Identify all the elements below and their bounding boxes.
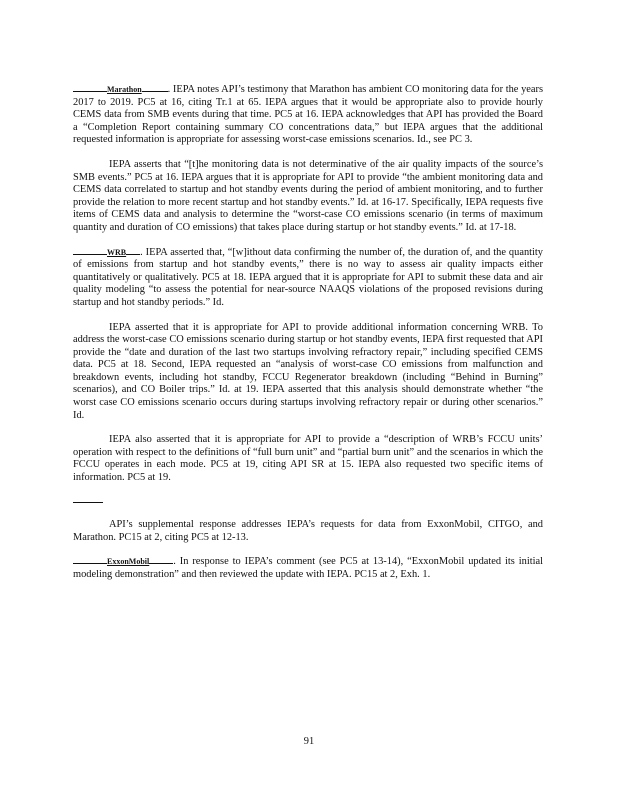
heading-underline-tail [149, 563, 173, 564]
paragraph-worst-case: IEPA asserted that it is appropriate for API to provide additional information concerning WRB. To address the worst-case CO emissions scenario during startup or hot standby events, IEPA first requested that API provide the “date and duration of the last two startups involving refractory repair,” including specified CEMS data. PC5 at 18. Second, IEPA requested an “analysis of worst-case CO emissions from malfunction and breakdown events, including hot standby, FCCU Regenerator breakdown (including “Behind in Burning” scenarios), and CO Boiler trips.” Id. at 19. IEPA asserted that this analysis should demonstrate whether “the worst case CO emissions scenario occurs during startups involving refractory repair or during other scenarios.” Id. [73, 321, 543, 421]
paragraph-exxonmobil [73, 556, 543, 581]
heading-blank-line [73, 254, 107, 255]
heading-blank-line [73, 563, 107, 564]
heading-wrb: WRB [107, 247, 127, 257]
section-heading-row [73, 495, 543, 508]
paragraph-text: . In response to IEPA’s comment (see PC5 at 13-14), “ExxonMobil updated its initial modeling demonstration” and then reviewed the update with IEPA. PC15 at 2, Exh. 1. [73, 556, 543, 580]
heading-blank-line [73, 91, 107, 92]
heading-underline-tail [73, 502, 103, 503]
paragraph-monitoring-data: IEPA asserts that “[t]he monitoring data is not determinative of the air quality impacts of the source’s SMB events.” PC5 at 16. IEPA argues that it is appropriate for API to provide “the ambient monitoring data and CEMS data correlated to startup and hot standby events during the period of ambient monitoring, and to further provide the relation to more recent startup and hot standby events.” Id. at 16-17. Specifically, IEPA requests five items of CEMS data and analysis to determine the “worst-case CO emissions scenario (in terms of maximum quantity and duration of CO emissions) that takes place during startup or hot standby events.” Id. at 17-18. [73, 158, 543, 233]
heading-exxonmobil: ExxonMobil [107, 557, 150, 567]
paragraph-text: . IEPA notes API’s testimony that Marathon has ambient CO monitoring data for the years 2017 to 2019. PC5 at 16, citing Tr.1 at 65. IEPA argues that it would be appropriate also to provide hourly CEMS data from SMB events during that time. PC5 at 16. IEPA acknowledges that API has provided the Board a “Completion Report containing summary CO concentrations data,” but IEPA argues that the additional requested information is appropriate for assessing worst-case emissions scenarios. Id., see PC 3. [73, 84, 543, 146]
paragraph-fccu: IEPA also asserted that it is appropriate for API to provide a “description of WRB’s FCCU units’ operation with respect to the definitions of “full burn unit” and “partial burn unit” and the scenarios in which the FCCU operates in each mode. PC5 at 19, citing API SR at 15. IEPA also requested two specific items of information. PC5 at 19. [73, 434, 543, 484]
page-number: 91 [303, 736, 315, 747]
paragraph-wrb [73, 247, 543, 310]
heading-underline-tail [142, 91, 168, 92]
paragraph-marathon [73, 84, 543, 147]
document-body [73, 84, 543, 582]
paragraph-text: . IEPA asserted that, “[w]ithout data confirming the number of, the duration of, and the quantity of emissions from startup and hot standby events,” there is no way to assess air quality impacts either quantitatively or qualitatively. PC5 at 18. IEPA argued that it is appropriate for API to submit these data and air quality modeling “to assess the potential for near-source NAAQS violations of the proposed revisions during startup and hot standby periods.” Id. [73, 246, 543, 308]
paragraph-supplemental-response: API’s supplemental response addresses IEPA’s requests for data from ExxonMobil, CITGO, and Marathon. PC15 at 2, citing PC5 at 12-13. [73, 519, 543, 543]
heading-marathon: Marathon [107, 85, 142, 94]
heading-underline-tail [126, 254, 140, 255]
